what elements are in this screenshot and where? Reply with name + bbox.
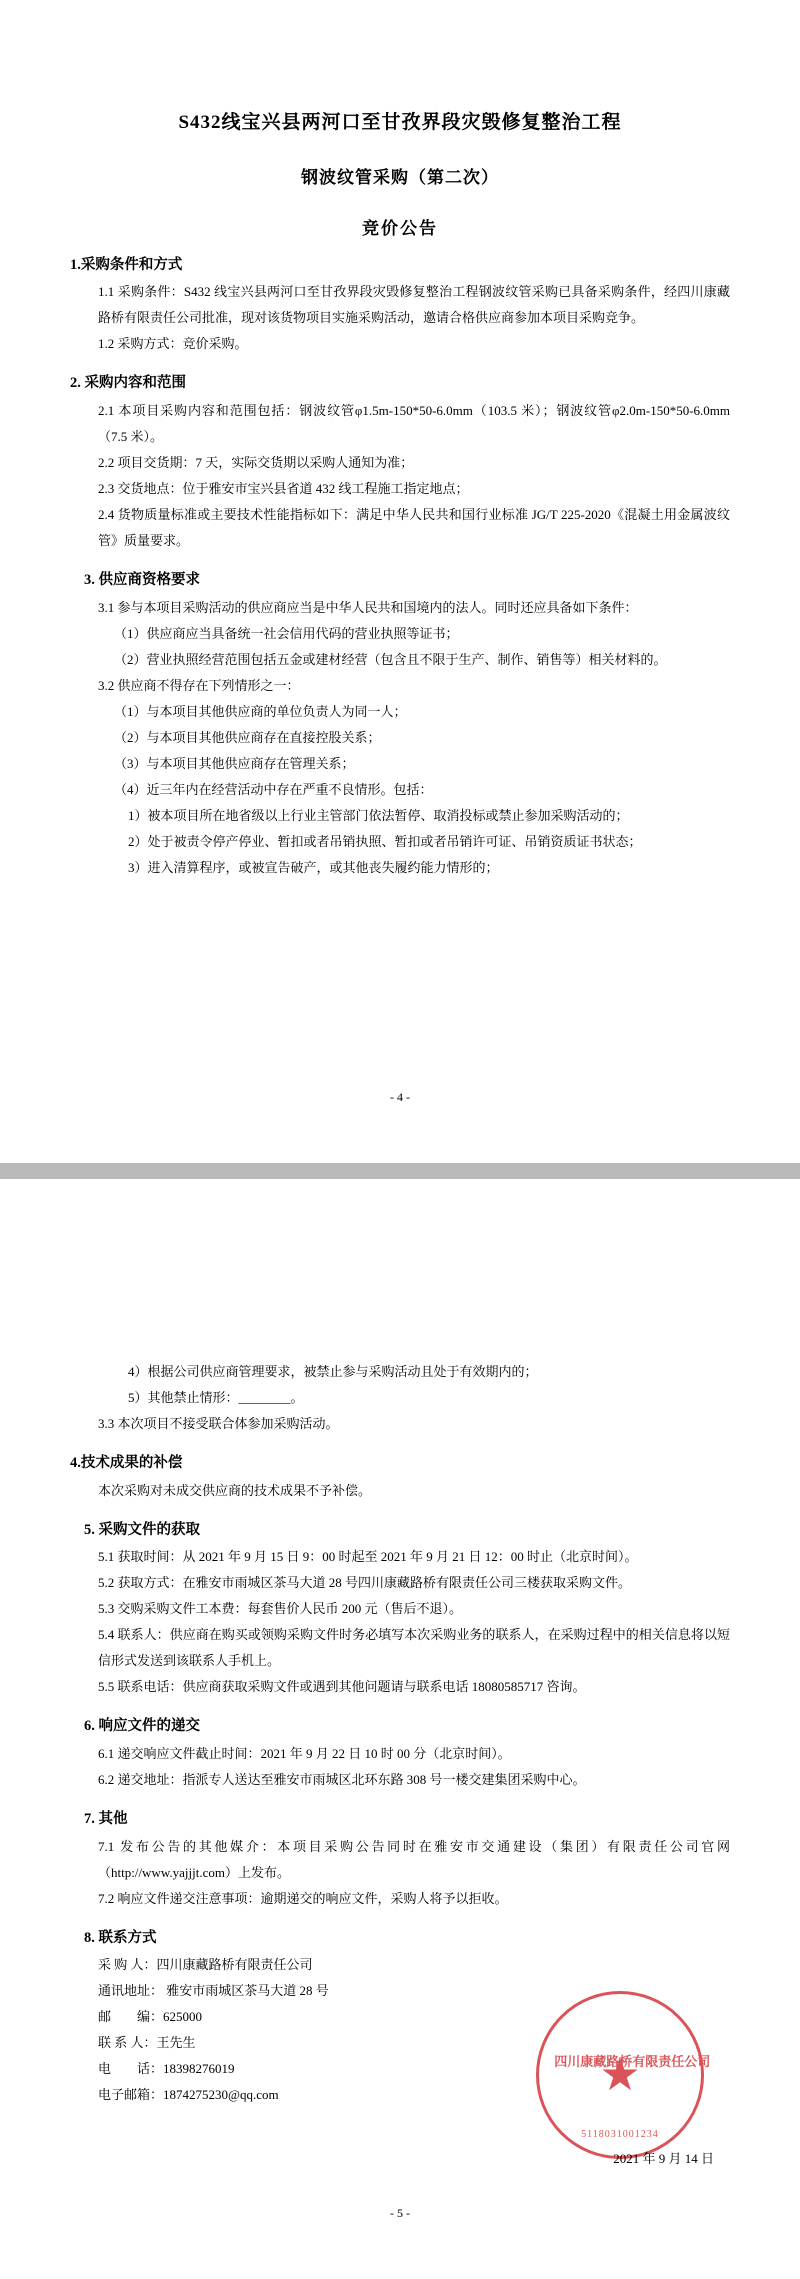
section-3-item-2: （2）营业执照经营范围包括五金或建材经营（包含且不限于生产、制作、销售等）相关材料的。 [114, 651, 667, 667]
section-heading-1: 1.采购条件和方式 [70, 256, 183, 273]
contact-address: 通讯地址： 雅安市雨城区茶马大道 28 号 [98, 1983, 329, 1999]
page-subtitle: 钢波纹管采购（第二次） [301, 167, 499, 187]
section-6-paragraph-1: 6.1 递交响应文件截止时间：2021 年 9 月 22 日 10 时 00 分（北京时间）。 [98, 1745, 511, 1761]
section-5-paragraph-2: 5.2 获取方式：在雅安市雨城区茶马大道 28 号四川康藏路桥有限责任公司三楼获取采购文件。 [98, 1575, 632, 1591]
section-5-paragraph-1: 5.1 获取时间：从 2021 年 9 月 15 日 9：00 时起至 2021 年 9 月 21 日 12：00 时止（北京时间）。 [98, 1549, 638, 1565]
section-heading-2: 2. 采购内容和范围 [70, 375, 186, 392]
section-5-paragraph-4: 5.4 联系人：供应商在购买或领购采购文件时务必填写本次采购业务的联系人，在采购过程中的相关信息将以短信形式发送到该联系人手机上。 [98, 1627, 730, 1669]
seal-arc-text: 四川康藏路桥有限责任公司 [554, 2054, 711, 2070]
contact-postcode: 邮 编：625000 [98, 2009, 203, 2025]
section-3-paragraph-1: 3.1 参与本项目采购活动的供应商应当是中华人民共和国境内的法人。同时还应具备如下条件： [98, 599, 638, 615]
section-heading-7: 7. 其他 [84, 1810, 128, 1827]
page-subtitle-2: 竞价公告 [362, 218, 438, 238]
section-5-paragraph-5: 5.5 联系电话：供应商获取采购文件或遇到其他问题请与联系电话 18080585717 咨询。 [98, 1679, 586, 1695]
section-3-item-1: （1）供应商应当具备统一社会信用代码的营业执照等证书； [114, 625, 459, 641]
section-2-paragraph-2: 2.2 项目交货期：7 天，实际交货期以采购人通知为准； [98, 455, 414, 471]
page-separator [0, 1163, 800, 1179]
section-heading-6: 6. 响应文件的递交 [84, 1718, 200, 1735]
section-3-sub-sub-item-2: 2）处于被责令停产停业、暂扣或者吊销执照、暂扣或者吊销许可证、吊销资质证书状态； [128, 833, 642, 849]
section-6-paragraph-2: 6.2 递交地址：指派专人送达至雅安市雨城区北环东路 308 号一楼交建集团采购中心。 [98, 1771, 586, 1787]
section-1-paragraph-2: 1.2 采购方式：竞价采购。 [98, 336, 248, 352]
page-number-2: - 5 - [390, 2206, 410, 2220]
contact-purchaser: 采 购 人：四川康藏路桥有限责任公司 [98, 1957, 313, 1973]
seal-star-icon: ★ [599, 2049, 641, 2100]
section-3-paragraph-3: 3.3 本次项目不接受联合体参加采购活动。 [98, 1416, 339, 1431]
section-heading-4: 4.技术成果的补偿 [70, 1455, 183, 1471]
page-title: S432线宝兴县两河口至甘孜界段灾毁修复整治工程 [178, 112, 622, 133]
section-2-paragraph-1: 2.1 本项目采购内容和范围包括：钢波纹管φ1.5m-150*50-6.0mm（103.5 米）；钢波纹管φ2.0m-150*50-6.0mm（7.5 米）。 [98, 403, 730, 445]
section-2-paragraph-4: 2.4 货物质量标准或主要技术性能指标如下：满足中华人民共和国行业标准 JG/T 225-2020《混凝土用金属波纹管》质量要求。 [98, 507, 730, 549]
contact-email: 电子邮箱：1874275230@qq.com [98, 2087, 279, 2103]
signature-date: 2021 年 9 月 14 日 [613, 2151, 714, 2166]
section-3-sub-sub-item-5: 5）其他禁止情形：________。 [128, 1390, 304, 1405]
section-5-paragraph-3: 5.3 交购采购文件工本费：每套售价人民币 200 元（售后不退）。 [98, 1601, 463, 1617]
section-3-sub-sub-item-4: 4）根据公司供应商管理要求，被禁止参与采购活动且处于有效期内的； [128, 1364, 538, 1379]
section-7-paragraph-2: 7.2 响应文件递交注意事项：逾期递交的响应文件，采购人将予以拒收。 [98, 1890, 508, 1906]
section-3-sub-sub-item-1: 1）被本项目所在地省级以上行业主管部门依法暂停、取消投标或禁止参加采购活动的； [128, 807, 629, 823]
section-heading-8: 8. 联系方式 [84, 1929, 157, 1946]
section-3-sub-item-4: （4）近三年内在经营活动中存在严重不良情形。包括： [114, 781, 433, 797]
section-3-sub-item-2: （2）与本项目其他供应商存在直接控股关系； [114, 729, 381, 745]
section-7-paragraph-1: 7.1 发布公告的其他媒介：本项目采购公告同时在雅安市交通建设（集团）有限责任公司官网（http://www.yajjjt.com）上发布。 [98, 1838, 730, 1880]
contact-phone: 电 话：18398276019 [98, 2061, 235, 2077]
section-3-sub-sub-item-3: 3）进入清算程序，或被宣告破产，或其他丧失履约能力情形的； [128, 859, 499, 875]
page-number-1: - 4 - [390, 1090, 410, 1104]
contact-person: 联 系 人：王先生 [98, 2035, 196, 2051]
section-3-sub-item-1: （1）与本项目其他供应商的单位负责人为同一人； [114, 703, 407, 719]
section-2-paragraph-3: 2.3 交货地点：位于雅安市宝兴县省道 432 线工程施工指定地点； [98, 481, 469, 497]
document-page-2 [0, 1179, 800, 2279]
section-3-sub-item-3: （3）与本项目其他供应商存在管理关系； [114, 755, 355, 771]
section-1-paragraph-1: 1.1 采购条件：S432 线宝兴县两河口至甘孜界段灾毁修复整治工程钢波纹管采购已具备采购条件，经四川康藏路桥有限责任公司批准，现对该货物项目实施采购活动，邀请合格供应商参加本项目采购竞争。 [98, 284, 730, 326]
section-4-paragraph-1: 本次采购对未成交供应商的技术成果不予补偿。 [98, 1482, 372, 1498]
section-heading-3: 3. 供应商资格要求 [84, 572, 200, 589]
section-heading-5: 5. 采购文件的获取 [84, 1521, 200, 1538]
section-3-paragraph-2: 3.2 供应商不得存在下列情形之一： [98, 677, 300, 693]
seal-code: 5118031001234 [581, 2129, 659, 2140]
